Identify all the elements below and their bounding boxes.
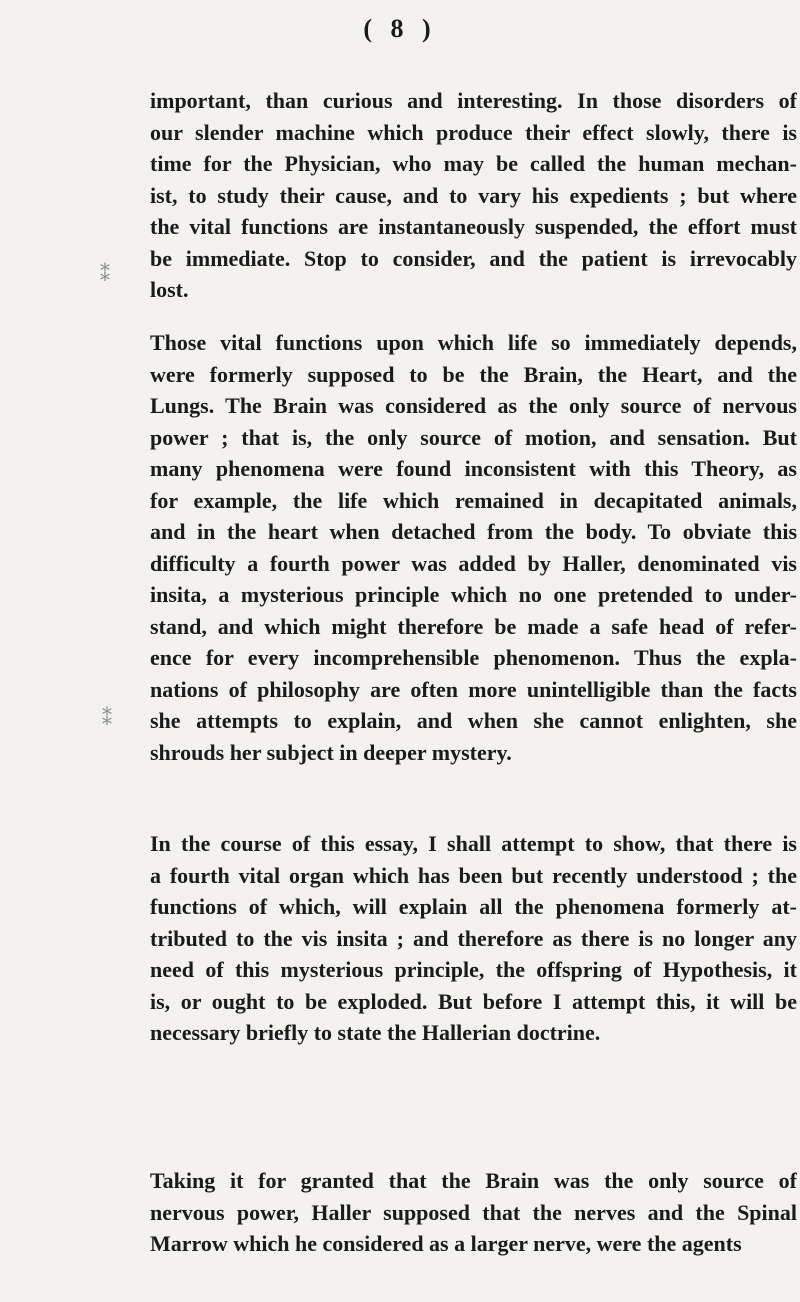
text-line <box>150 211 797 243</box>
text-line <box>150 516 797 548</box>
text-line-content: is, or ought to be exploded. But before I attempt this, it will be <box>150 988 797 1014</box>
text-line-content: important, than curious and interesting. In those disorders of <box>150 88 797 113</box>
text-line-content: shrouds her subject in deeper mystery. <box>150 739 512 765</box>
text-line <box>150 828 797 860</box>
text-line-content: In the course of this essay, I shall attempt to show, that there is <box>150 831 797 856</box>
text-line <box>150 1197 797 1229</box>
text-line-content: Lungs. The Brain was considered as the only source of nervous <box>150 393 797 418</box>
text-line <box>150 860 797 892</box>
text-line-content: our slender machine which produce their effect slowly, there is <box>150 119 797 145</box>
text-line-content: many phenomena were found inconsistent with this Theory, as <box>150 456 797 481</box>
text-line <box>150 642 797 674</box>
text-line <box>150 485 797 517</box>
text-line <box>150 548 797 580</box>
text-line-content: insita, a mysterious principle which no one pretended to under- <box>150 582 797 607</box>
text-line <box>150 611 797 643</box>
text-line <box>150 923 797 955</box>
text-line <box>150 1228 797 1260</box>
text-line <box>150 359 797 391</box>
paragraph-4 <box>150 1165 797 1260</box>
text-line <box>150 117 797 149</box>
text-line <box>150 1017 797 1049</box>
text-line <box>150 986 797 1018</box>
text-line-content: Marrow which he considered as a larger nerve, were the agents <box>150 1231 742 1256</box>
text-line <box>150 327 797 359</box>
text-line <box>150 891 797 923</box>
paragraph-1 <box>150 85 797 306</box>
text-line <box>150 453 797 485</box>
text-line-content: lost. <box>150 277 189 302</box>
text-line-content: be immediate. Stop to consider, and the patient is irrevocably <box>150 245 797 271</box>
text-line-content: functions of which, will explain all the phenomena formerly at- <box>150 894 797 919</box>
text-line <box>150 274 797 306</box>
text-line-content: need of this mysterious principle, the offspring of Hypothesis, it <box>150 957 797 982</box>
text-line-content: and in the heart when detached from the body. To obviate this <box>150 519 797 544</box>
text-line-content: ist, to study their cause, and to vary his expedients ; but where <box>150 182 797 208</box>
text-line-content: power ; that is, the only source of motion, and sensation. But <box>150 424 797 450</box>
text-line <box>150 674 797 706</box>
text-line <box>150 180 797 212</box>
text-line <box>150 148 797 180</box>
page-number: ( 8 ) <box>363 14 437 43</box>
text-line <box>150 390 797 422</box>
text-line <box>150 422 797 454</box>
text-line-content: nervous power, Haller supposed that the nerves and the Spinal <box>150 1199 797 1225</box>
margin-mark-1: ⁑ <box>100 264 110 286</box>
text-line <box>150 1165 797 1197</box>
text-line-content: were formerly supposed to be the Brain, the Heart, and the <box>150 361 797 387</box>
text-line <box>150 705 797 737</box>
text-line <box>150 954 797 986</box>
text-line-content: nations of philosophy are often more unintelligible than the facts <box>150 676 797 702</box>
margin-mark-2: ⁑ <box>102 708 112 730</box>
text-line <box>150 579 797 611</box>
text-line-content: necessary briefly to state the Hallerian doctrine. <box>150 1020 601 1045</box>
text-line <box>150 737 797 769</box>
text-line <box>150 85 797 117</box>
text-line-content: Taking it for granted that the Brain was the only source of <box>150 1168 797 1193</box>
text-line-content: the vital functions are instantaneously suspended, the effort must <box>150 214 797 239</box>
text-line-content: ence for every incomprehensible phenomenon. Thus the expla- <box>150 645 797 670</box>
text-line-content: a fourth vital organ which has been but recently understood ; the <box>150 862 797 888</box>
paragraph-2 <box>150 327 797 768</box>
paragraph-3 <box>150 828 797 1049</box>
text-line-content: tributed to the vis insita ; and therefore as there is no longer any <box>150 925 797 951</box>
text-line-content: stand, and which might therefore be made a safe head of refer- <box>150 613 797 639</box>
text-line <box>150 243 797 275</box>
text-line-content: time for the Physician, who may be called the human mechan- <box>150 151 797 176</box>
text-line-content: Those vital functions upon which life so immediately depends, <box>150 330 797 355</box>
text-line-content: difficulty a fourth power was added by Haller, denominated vis <box>150 550 797 576</box>
text-line-content: for example, the life which remained in decapitated animals, <box>150 487 797 513</box>
text-line-content: she attempts to explain, and when she cannot enlighten, she <box>150 708 797 733</box>
